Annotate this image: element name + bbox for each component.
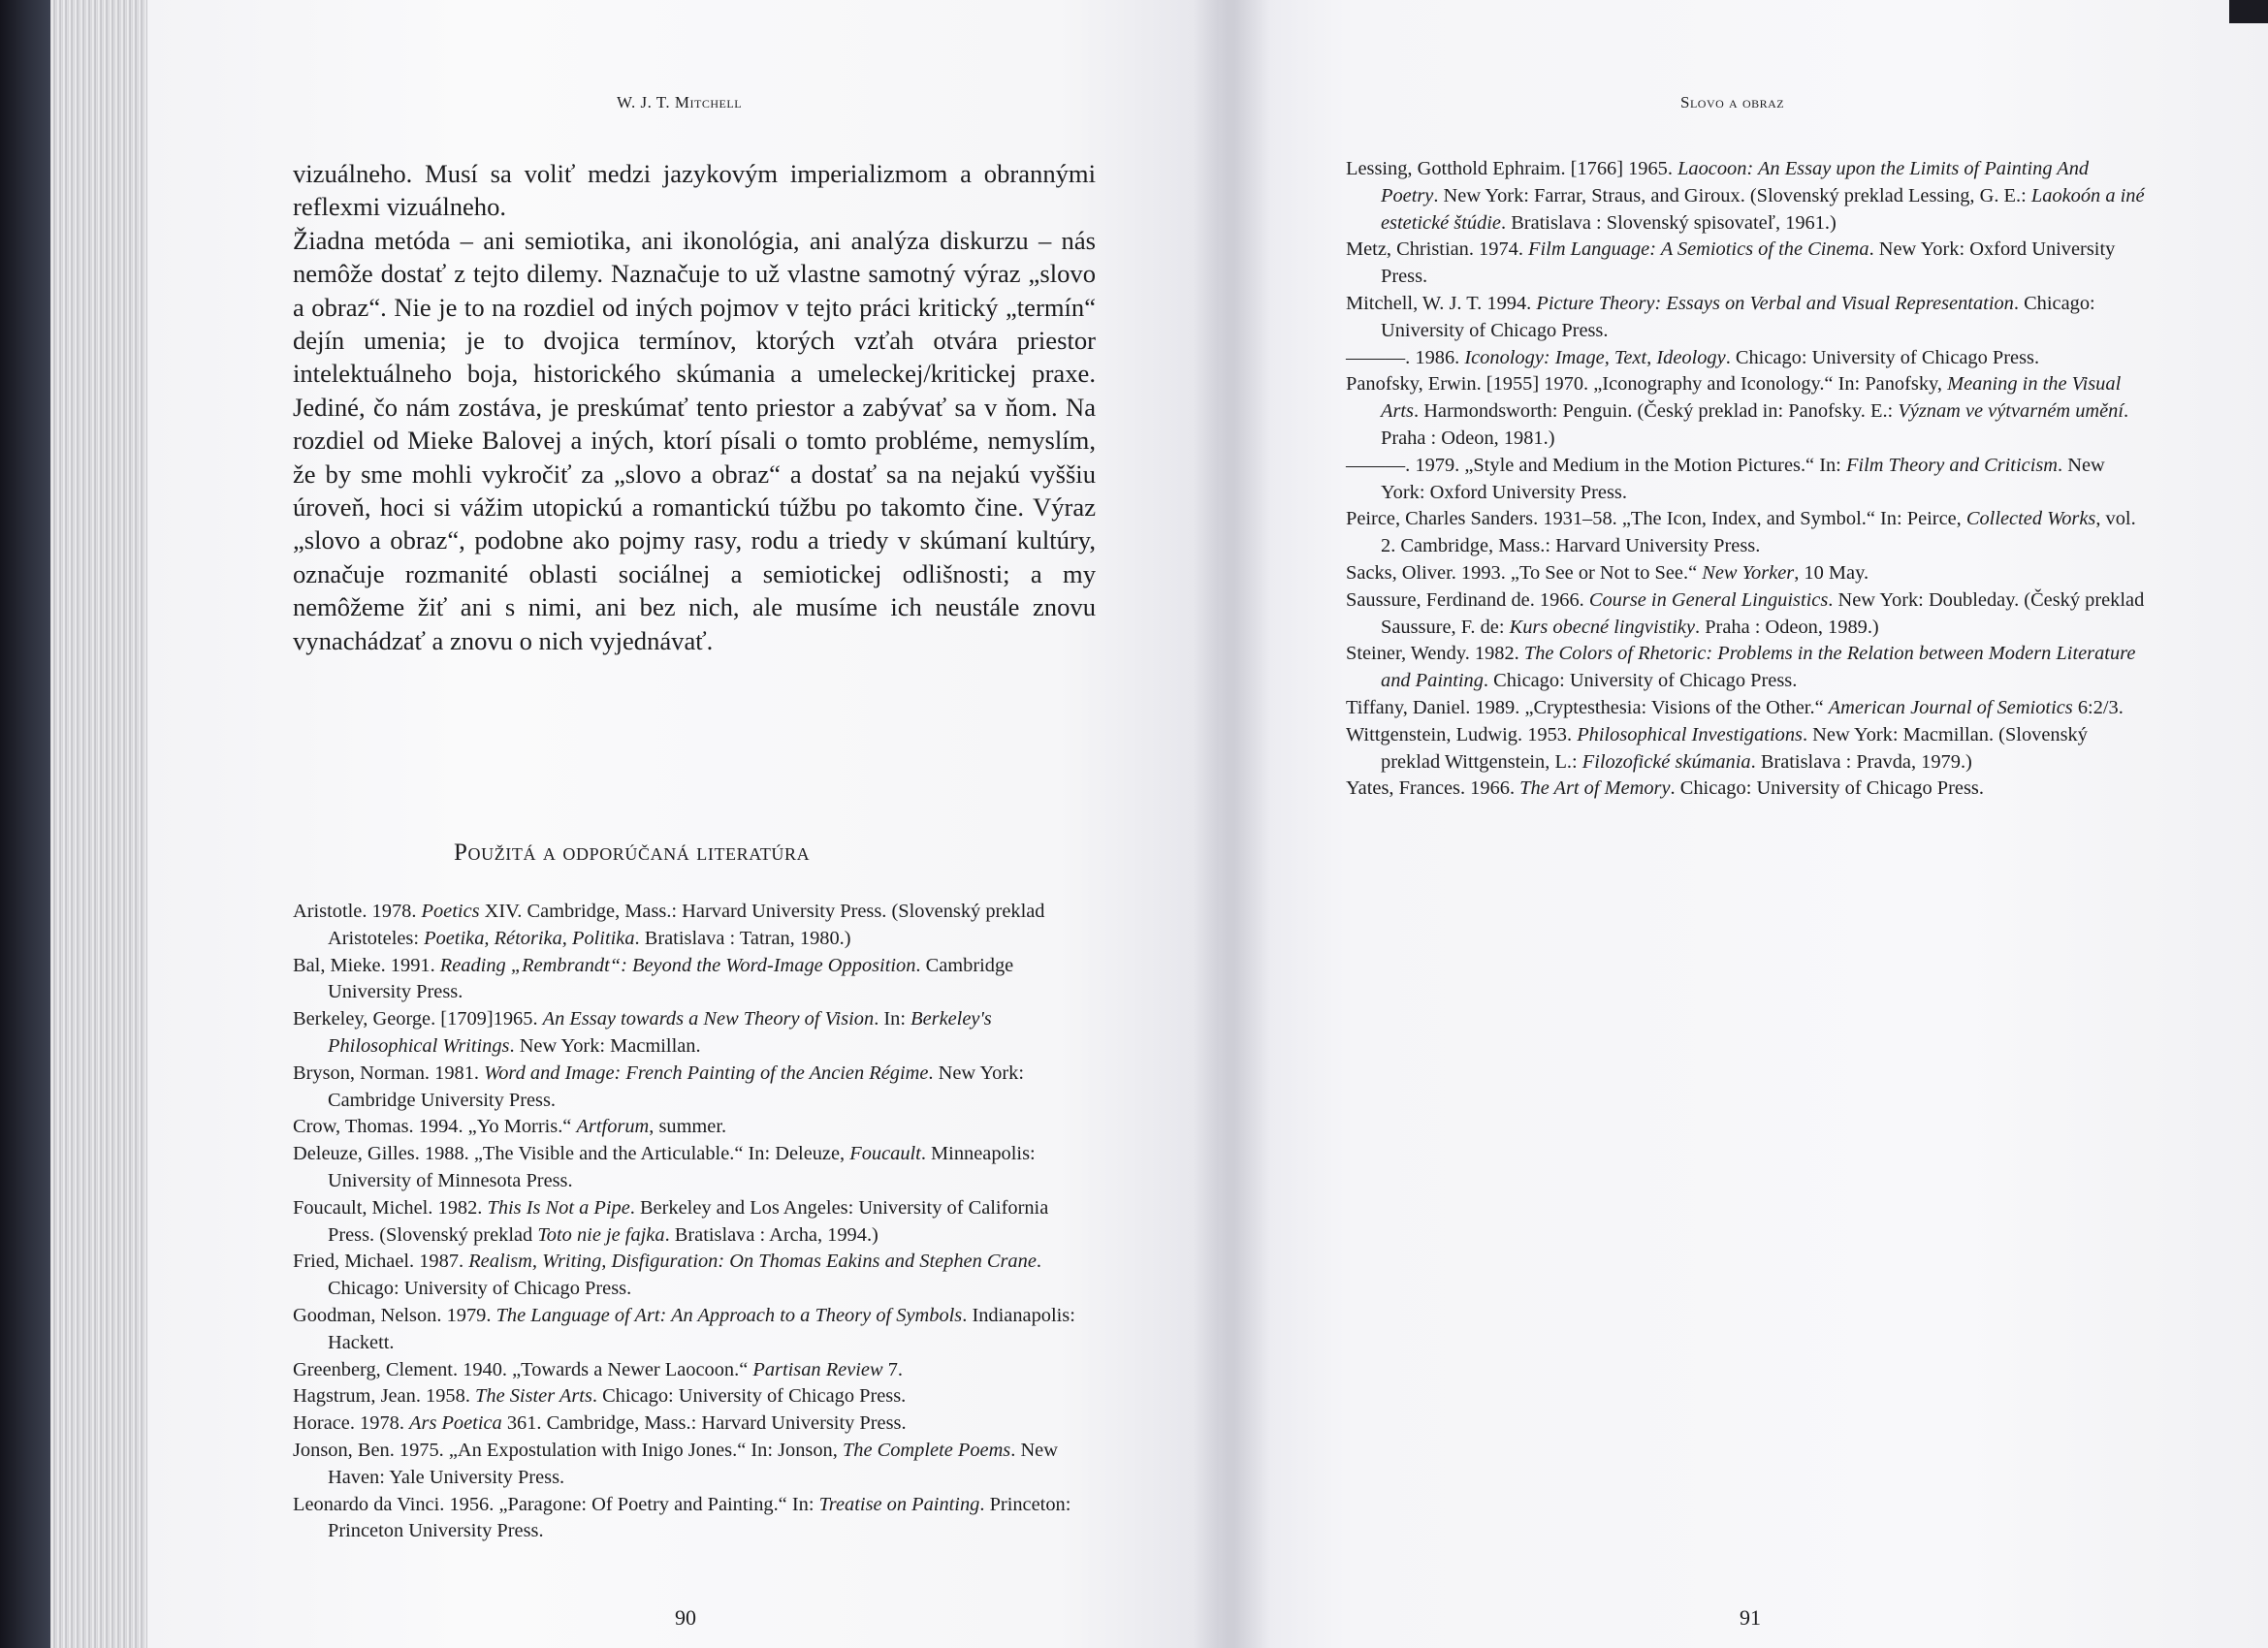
reference-title: Collected Works	[1965, 508, 2096, 530]
left-body-text	[293, 157, 1096, 657]
reference-entry	[1346, 587, 2151, 642]
reference-text: Berkeley, George. [1709]1965.	[293, 1008, 543, 1030]
reference-entry	[1346, 237, 2151, 291]
reference-text: . New York: Macmillan. (Slovenský preklad Wittgenstein, L.:	[1381, 723, 2088, 773]
reference-entry	[293, 1195, 1098, 1250]
reference-title: Foucault	[849, 1143, 921, 1165]
reference-entry	[1346, 156, 2151, 237]
reference-text: Crow, Thomas. 1994. „Yo Morris.“	[293, 1116, 577, 1138]
reference-entry	[293, 1249, 1098, 1303]
reference-entry	[293, 899, 1098, 953]
reference-text: Deleuze, Gilles. 1988. „The Visible and the Articulable.“ In: Deleuze,	[293, 1143, 850, 1165]
left-page-number: 90	[675, 1605, 696, 1630]
right-running-header: Slovo a obraz	[1680, 93, 1785, 111]
reference-text: Bryson, Norman. 1981.	[293, 1062, 485, 1084]
reference-text: Bal, Mieke. 1991.	[293, 954, 440, 976]
reference-entry	[1346, 641, 2151, 695]
reference-text: Goodman, Nelson. 1979.	[293, 1304, 496, 1326]
reference-text: . Chicago: University of Chicago Press.	[1670, 777, 1984, 800]
reference-entry	[293, 1383, 1098, 1410]
reference-text: . Bratislava : Archa, 1994.)	[664, 1223, 878, 1246]
right-reference-list	[1346, 156, 2151, 803]
section-heading: Použitá a odporúčaná literatúra	[454, 840, 811, 866]
reference-text: . Minneapolis: University of Minnesota Press.	[328, 1143, 1036, 1191]
reference-text: Aristotle. 1978.	[293, 901, 422, 922]
reference-entry	[293, 1357, 1098, 1384]
reference-title: Meaning in the Visual Arts	[1381, 373, 2122, 423]
reference-entry	[293, 1492, 1098, 1546]
reference-text: . Praha : Odeon, 1989.)	[1695, 616, 1879, 638]
reference-title: The Sister Arts	[475, 1385, 592, 1408]
reference-text: 361. Cambridge, Mass.: Harvard University Press.	[501, 1412, 907, 1435]
reference-title: The Art of Memory	[1519, 777, 1671, 800]
page-stack-edge	[50, 0, 147, 1648]
reference-title: This Is Not a Pipe	[487, 1196, 630, 1219]
reference-text: . In:	[874, 1008, 911, 1030]
reference-text: Horace. 1978.	[293, 1412, 410, 1435]
reference-text: 7.	[882, 1358, 903, 1380]
reference-text: Sacks, Oliver. 1993. „To See or Not to See.“	[1346, 561, 1703, 584]
reference-title: Laokoón a iné estetické štúdie	[1381, 184, 2145, 234]
reference-text: XIV. Cambridge, Mass.: Harvard University Press. (Slovenský preklad Aristoteles:	[328, 901, 1045, 949]
reference-text: . New York: Oxford University Press.	[1381, 454, 2105, 503]
reference-entry	[293, 1061, 1098, 1115]
reference-title: Word and Image: French Painting of the Ancien Régime	[484, 1062, 929, 1084]
reference-title: Kurs obecné lingvistiky	[1509, 616, 1696, 638]
reference-entry	[1346, 453, 2151, 507]
reference-entry	[1346, 560, 2151, 587]
reference-title: Poetika, Rétorika, Politika	[424, 927, 635, 949]
reference-text: Fried, Michael. 1987.	[293, 1251, 469, 1273]
reference-title: Berkeley's Philosophical Writings	[328, 1008, 992, 1057]
reference-entry	[293, 1438, 1098, 1492]
reference-text: . New York: Oxford University Press.	[1381, 238, 2116, 288]
reference-entry	[1346, 291, 2151, 345]
book-edge-shadow	[0, 0, 50, 1648]
reference-title: Realism, Writing, Disfiguration: On Thomas Eakins and Stephen Crane	[468, 1251, 1037, 1273]
reference-text: . Princeton: Princeton University Press.	[328, 1493, 1071, 1542]
reference-title: Poetics	[421, 901, 480, 922]
reference-title: Iconology: Image, Text, Ideology	[1464, 346, 1726, 368]
reference-text: . Bratislava : Slovenský spisovateľ, 1961.)	[1501, 211, 1837, 234]
reference-title: Ars Poetica	[409, 1412, 502, 1435]
reference-text: Foucault, Michel. 1982.	[293, 1196, 488, 1219]
reference-text: . Chicago: University of Chicago Press.	[1483, 670, 1798, 692]
reference-text: ———. 1986.	[1346, 346, 1465, 368]
right-page-number: 91	[1740, 1605, 1761, 1630]
reference-title: An Essay towards a New Theory of Vision	[542, 1008, 875, 1030]
reference-text: . Chicago: University of Chicago Press.	[591, 1385, 907, 1408]
reference-title: Artforum	[576, 1116, 650, 1138]
reference-text: , summer.	[649, 1116, 727, 1138]
reference-entry	[293, 1141, 1098, 1195]
reference-title: Partisan Review	[752, 1358, 883, 1380]
reference-text: . New York: Cambridge University Press.	[328, 1062, 1024, 1111]
reference-text: Steiner, Wendy. 1982.	[1346, 643, 1524, 665]
reference-text: . Harmondsworth: Penguin. (Český preklad in: Panofsky. E.:	[1414, 400, 1899, 423]
reference-title: The Complete Poems	[842, 1439, 1011, 1461]
left-reference-list	[293, 899, 1098, 1545]
reference-text: , 10 May.	[1794, 561, 1869, 584]
reference-entry	[1346, 722, 2151, 776]
reference-text: Greenberg, Clement. 1940. „Towards a Newer Laocoon.“	[293, 1358, 753, 1380]
reference-text: Saussure, Ferdinand de. 1966.	[1346, 588, 1589, 611]
book-gutter	[1193, 0, 1270, 1648]
reference-text: Mitchell, W. J. T. 1994.	[1346, 292, 1537, 314]
reference-text: . Chicago: University of Chicago Press.	[1725, 346, 2040, 368]
reference-text: Metz, Christian. 1974.	[1346, 238, 1529, 261]
reference-entry	[293, 1410, 1098, 1438]
reference-text: . Berkeley and Los Angeles: University of California Press. (Slovenský preklad	[328, 1196, 1049, 1246]
reference-text: ———. 1979. „Style and Medium in the Motion Pictures.“ In:	[1346, 454, 1846, 476]
reference-entry	[293, 1114, 1098, 1141]
reference-title: Treatise on Painting	[818, 1493, 980, 1515]
reference-entry	[1346, 506, 2151, 560]
reference-text: . Chicago: University of Chicago Press.	[328, 1251, 1041, 1300]
reference-text: . Bratislava : Pravda, 1979.)	[1750, 750, 1972, 773]
reference-title: Philosophical Investigations	[1577, 723, 1803, 745]
reference-text: . Indianapolis: Hackett.	[328, 1304, 1075, 1353]
reference-text: . Chicago: University of Chicago Press.	[1381, 292, 2095, 341]
reference-text: Yates, Frances. 1966.	[1346, 777, 1520, 800]
reference-text: Hagstrum, Jean. 1958.	[293, 1385, 476, 1408]
reference-title: American Journal of Semiotics	[1828, 696, 2073, 718]
reference-title: Filozofické skúmania	[1581, 750, 1751, 773]
body-paragraph: vizuálneho. Musí sa voliť medzi jazykovým imperializmom a obrannými reflexmi vizuálneho.	[293, 159, 1096, 222]
reference-title: Picture Theory: Essays on Verbal and Visual Representation	[1536, 292, 2014, 314]
reference-entry	[1346, 695, 2151, 722]
reference-text: Leonardo da Vinci. 1956. „Paragone: Of Poetry and Painting.“ In:	[293, 1493, 819, 1515]
reference-entry	[293, 1303, 1098, 1357]
reference-title: Laocoon: An Essay upon the Limits of Painting And Poetry	[1381, 158, 2090, 206]
body-paragraph: Žiadna metóda – ani semiotika, ani ikonológia, ani analýza diskurzu – nás nemôže dostať z tejto dilemy. Naznačuje to už vlastne samotný výraz „slovo a obraz“. Nie je to na rozdiel od iných pojmov v tejto práci kritický „termín“ dejín umenia; je to dvojica termínov, ktorých vzťah otvára priestor intelektuálneho boja, historického skúmania a umeleckej/kritickej praxe. Jediné, čo nám zostáva, je preskúmať tento priestor a zabývať sa v ňom. Na rozdiel od Mieke Balovej a iných, ktorí písali o tomto probléme, nemyslím, že by sme mohli vykročiť za „slovo a obraz“ a dostať sa na nejakú vyššiu úroveň, hoci si vážim utopickú a romantickú túžbu po takomto čine. Výraz „slovo a obraz“, podobne ako pojmy rasy, rodu a triedy v skúmaní kultúry, označuje rozmanité oblasti sociálnej a semiotickej odlišnosti; a my nemôžeme žiť ani s nimi, ani bez nich, ale musíme ich neustále znovu vynachádzať a znovu o nich vyjednávať.	[293, 225, 1096, 655]
reference-entry	[293, 953, 1098, 1007]
reference-entry	[293, 1006, 1098, 1061]
reference-text: . Praha : Odeon, 1981.)	[1381, 400, 2129, 449]
reference-text: Wittgenstein, Ludwig. 1953.	[1346, 723, 1578, 745]
background-corner	[2229, 0, 2268, 23]
reference-title: Film Language: A Semiotics of the Cinema	[1528, 238, 1869, 261]
reference-title: New Yorker	[1702, 561, 1795, 584]
reference-text: Tiffany, Daniel. 1989. „Cryptesthesia: Visions of the Other.“	[1346, 696, 1829, 718]
reference-text: . Cambridge University Press.	[328, 954, 1014, 1003]
reference-entry	[1346, 371, 2151, 452]
reference-title: The Language of Art: An Approach to a Theory of Symbols	[495, 1304, 963, 1326]
reference-text: . New York: Farrar, Straus, and Giroux. (Slovenský preklad Lessing, G. E.:	[1433, 184, 2031, 206]
reference-title: Course in General Linguistics	[1588, 588, 1829, 611]
reference-title: Toto nie je fajka	[537, 1223, 665, 1246]
reference-entry	[1346, 776, 2151, 803]
reference-title: Film Theory and Criticism	[1845, 454, 2059, 476]
reference-text: Lessing, Gotthold Ephraim. [1766] 1965.	[1346, 158, 1678, 179]
reference-text: Panofsky, Erwin. [1955] 1970. „Iconography and Iconology.“ In: Panofsky,	[1346, 373, 1948, 396]
reference-text: . New York: Macmillan.	[509, 1034, 701, 1057]
reference-title: Reading „Rembrandt“: Beyond the Word-Image Opposition	[439, 954, 916, 976]
reference-text: . Bratislava : Tatran, 1980.)	[634, 927, 851, 949]
left-running-header: W. J. T. Mitchell	[617, 93, 743, 111]
reference-entry	[1346, 345, 2151, 372]
reference-title: The Colors of Rhetoric: Problems in the Relation between Modern Literature and Painting	[1381, 643, 2136, 692]
reference-text: Jonson, Ben. 1975. „An Expostulation with Inigo Jones.“ In: Jonson,	[293, 1439, 843, 1461]
reference-text: . New Haven: Yale University Press.	[328, 1439, 1058, 1488]
reference-text: , vol. 2. Cambridge, Mass.: Harvard University Press.	[1381, 508, 2136, 557]
reference-text: . New York: Doubleday. (Český preklad Saussure, F. de:	[1381, 588, 2145, 638]
reference-text: 6:2/3.	[2072, 696, 2124, 718]
reference-title: Význam ve výtvarném umění	[1898, 400, 2124, 423]
reference-text: Peirce, Charles Sanders. 1931–58. „The Icon, Index, and Symbol.“ In: Peirce,	[1346, 508, 1966, 530]
